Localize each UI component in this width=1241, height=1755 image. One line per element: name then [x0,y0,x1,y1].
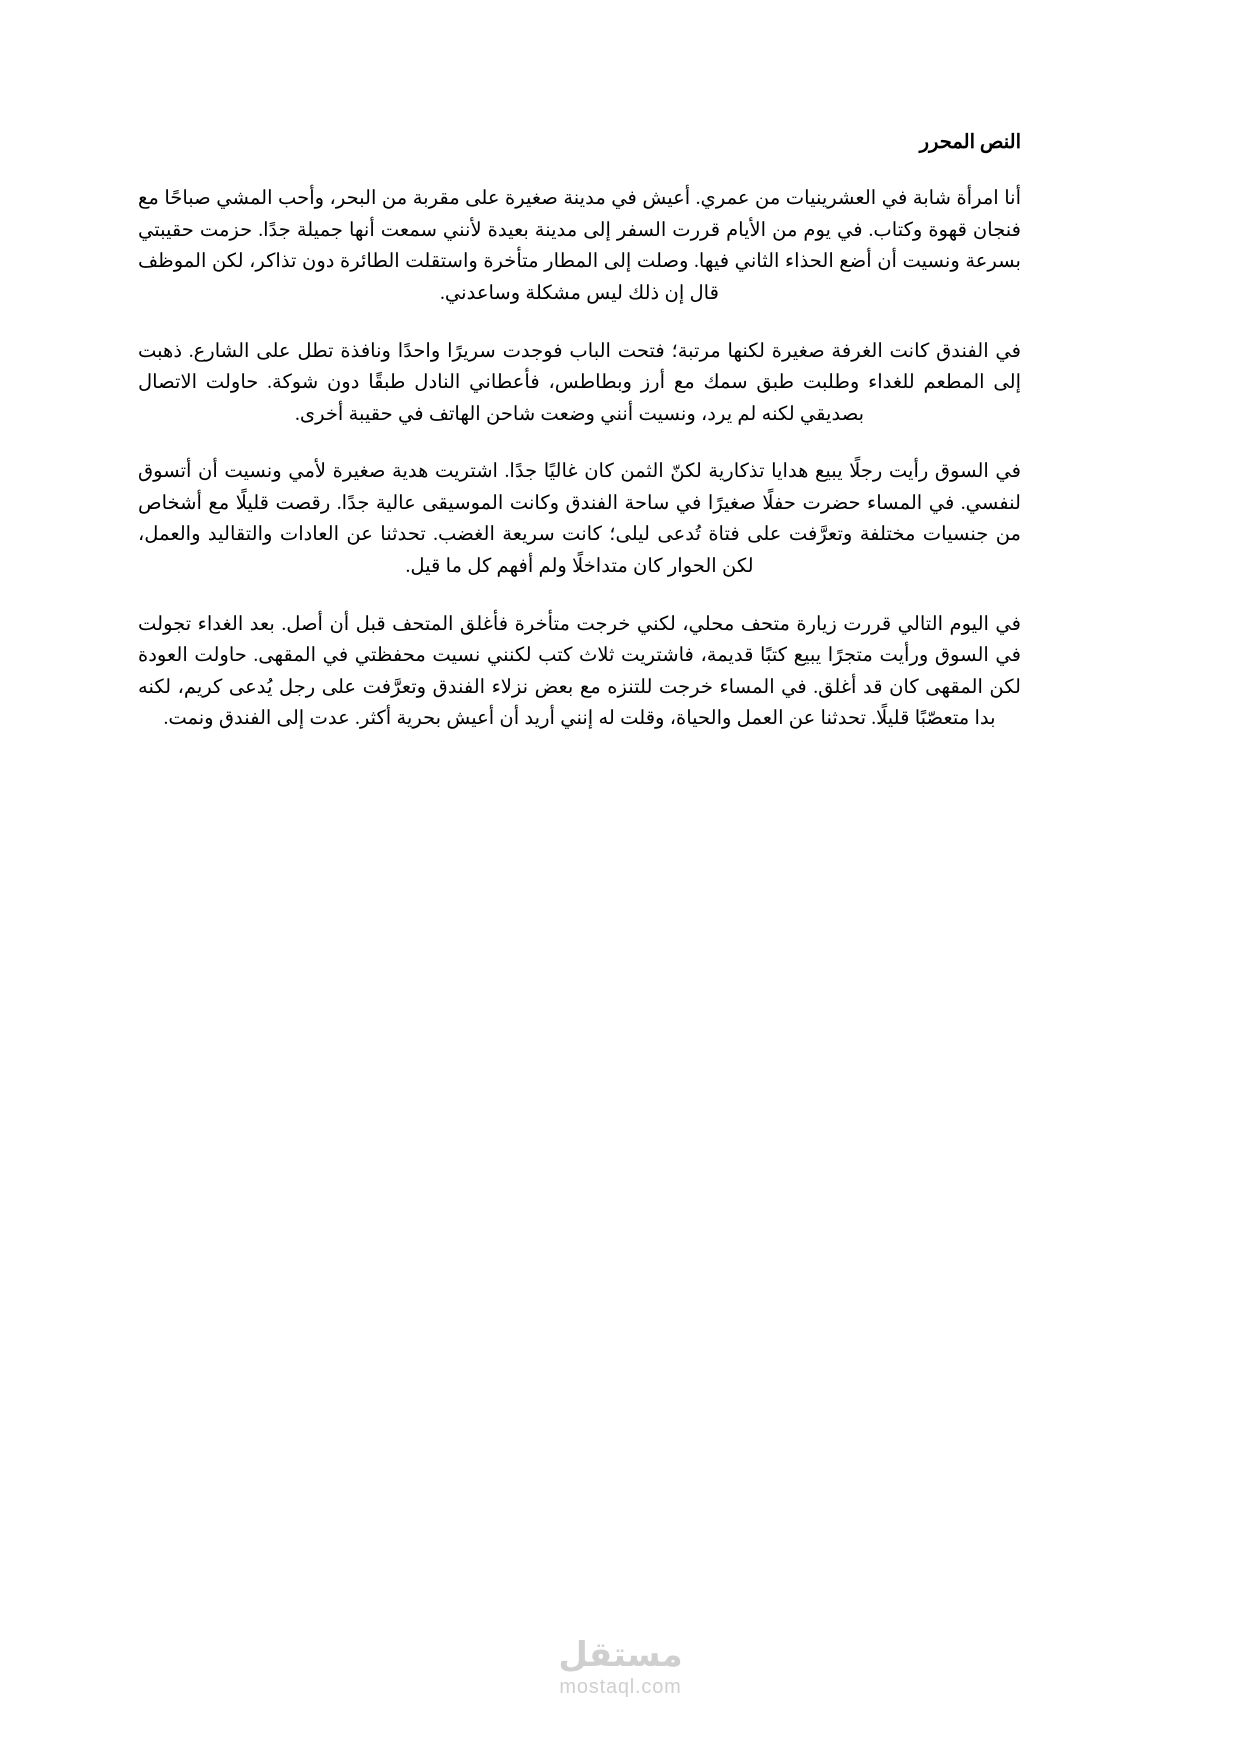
watermark-url: mostaql.com [559,1676,682,1698]
page-title: النص المحرر [919,132,1021,153]
paragraph-list [138,183,1021,735]
watermark-brand-arabic: مستقل [558,1635,683,1676]
document-content [138,128,1021,735]
body-paragraph: في الفندق كانت الغرفة صغيرة لكنها مرتبة؛ فتحت الباب فوجدت سريرًا واحدًا ونافذة تطل على الشارع. ذهبت إلى المطعم للغداء وطلبت طبق سمك مع أرز وبطاطس، فأعطاني النادل طبقًا دون شوكة. حاولت الاتصال بصديقي لكنه لم يرد، ونسيت أنني وضعت شاحن الهاتف في حقيبة أخرى. [138,340,1021,425]
body-paragraph: في السوق رأيت رجلًا يبيع هدايا تذكارية لكنّ الثمن كان غاليًا جدًا. اشتريت هدية صغيرة لأمي ونسيت أن أتسوق لنفسي. في المساء حضرت حفلًا صغيرًا في ساحة الفندق وكانت الموسيقى عالية جدًا. رقصت قليلًا مع أشخاص من جنسيات مختلفة وتعرَّفت على فتاة تُدعى ليلى؛ كانت سريعة الغضب. تحدثنا عن العادات والتقاليد والعمل، لكن الحوار كان متداخلًا ولم أفهم كل ما قيل. [138,461,1021,578]
body-paragraph: أنا امرأة شابة في العشرينيات من عمري. أعيش في مدينة صغيرة على مقربة من البحر، وأحب المشي صباحًا مع فنجان قهوة وكتاب. في يوم من الأيام قررت السفر إلى مدينة بعيدة لأنني سمعت أنها جميلة جدًا. حزمت حقيبتي بسرعة ونسيت أن أضع الحذاء الثاني فيها. وصلت إلى المطار متأخرة واستقلت الطائرة دون تذاكر، لكن الموظف قال إن ذلك ليس مشكلة وساعدني. [138,188,1021,304]
watermark [0,1635,1241,1699]
body-paragraph: في اليوم التالي قررت زيارة متحف محلي، لكني خرجت متأخرة فأغلق المتحف قبل أن أصل. بعد الغداء تجولت في السوق ورأيت متجرًا يبيع كتبًا قديمة، فاشتريت ثلاث كتب لكنني نسيت محفظتي في المقهى. حاولت العودة لكن المقهى كان قد أغلق. في المساء خرجت للتنزه مع بعض نزلاء الفندق وتعرَّفت على رجل يُدعى كريم، لكنه بدا متعصّبًا قليلًا. تحدثنا عن العمل والحياة، وقلت له إنني أريد أن أعيش بحرية أكثر. عدت إلى الفندق ونمت. [138,613,1021,730]
